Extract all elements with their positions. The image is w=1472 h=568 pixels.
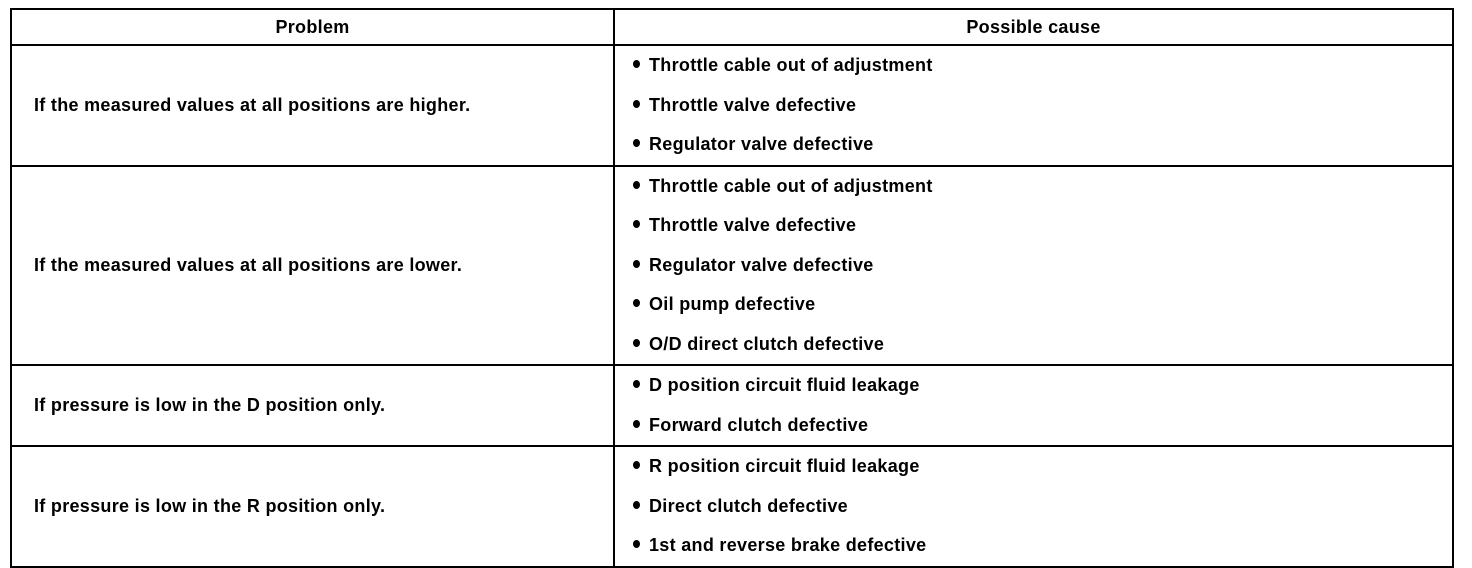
cause-text: 1st and reverse brake defective <box>649 535 927 555</box>
cause-item <box>633 406 1452 446</box>
bullet-icon <box>633 540 640 548</box>
bullet-icon <box>633 100 640 108</box>
cause-item <box>633 46 1452 86</box>
problem-column-header: Problem <box>11 9 614 45</box>
table-row <box>11 166 1453 366</box>
cause-item <box>633 246 1452 286</box>
bullet-icon <box>633 420 640 428</box>
cause-item <box>633 285 1452 325</box>
bullet-icon <box>633 339 640 347</box>
cause-text: Throttle valve defective <box>649 215 857 235</box>
cause-text: Regulator valve defective <box>649 254 874 275</box>
cause-list <box>633 366 1452 445</box>
cause-column-header: Possible cause <box>614 9 1453 45</box>
cause-item <box>633 167 1452 207</box>
cause-text: Throttle valve defective <box>649 94 857 115</box>
cause-cell <box>614 166 1453 366</box>
bullet-icon <box>633 220 640 228</box>
cause-cell <box>614 365 1453 446</box>
table-header-row <box>11 9 1453 45</box>
table-row <box>11 446 1453 567</box>
bullet-icon <box>633 139 640 147</box>
cause-item <box>633 325 1452 365</box>
bullet-icon <box>633 60 640 68</box>
cause-text: R position circuit fluid leakage <box>649 456 920 476</box>
problem-cell: If the measured values at all positions are lower. <box>11 166 614 366</box>
problem-cell: If the measured values at all positions are higher. <box>11 45 614 166</box>
cause-list <box>633 447 1452 566</box>
cause-text: D position circuit fluid leakage <box>649 375 920 395</box>
problem-cell: If pressure is low in the D position only. <box>11 365 614 446</box>
cause-item <box>633 487 1452 527</box>
cause-item <box>633 125 1452 165</box>
cause-item <box>633 206 1452 246</box>
table-row <box>11 45 1453 166</box>
cause-text: Regulator valve defective <box>649 134 874 154</box>
cause-text: Throttle cable out of adjustment <box>649 55 933 75</box>
bullet-icon <box>633 299 640 307</box>
cause-text: Oil pump defective <box>649 294 816 314</box>
troubleshooting-table <box>10 8 1454 568</box>
bullet-icon <box>633 501 640 509</box>
table-row <box>11 365 1453 446</box>
cause-text: Direct clutch defective <box>649 495 848 516</box>
cause-list <box>633 46 1452 165</box>
cause-text: Throttle cable out of adjustment <box>649 175 933 196</box>
cause-list <box>633 167 1452 365</box>
cause-item <box>633 526 1452 566</box>
problem-cell: If pressure is low in the R position only. <box>11 446 614 567</box>
cause-item <box>633 86 1452 126</box>
bullet-icon <box>633 461 640 469</box>
cause-item <box>633 447 1452 487</box>
bullet-icon <box>633 181 640 189</box>
cause-text: O/D direct clutch defective <box>649 333 885 354</box>
cause-cell <box>614 45 1453 166</box>
cause-cell <box>614 446 1453 567</box>
bullet-icon <box>633 380 640 388</box>
cause-text: Forward clutch defective <box>649 414 869 435</box>
bullet-icon <box>633 260 640 268</box>
cause-item <box>633 366 1452 406</box>
